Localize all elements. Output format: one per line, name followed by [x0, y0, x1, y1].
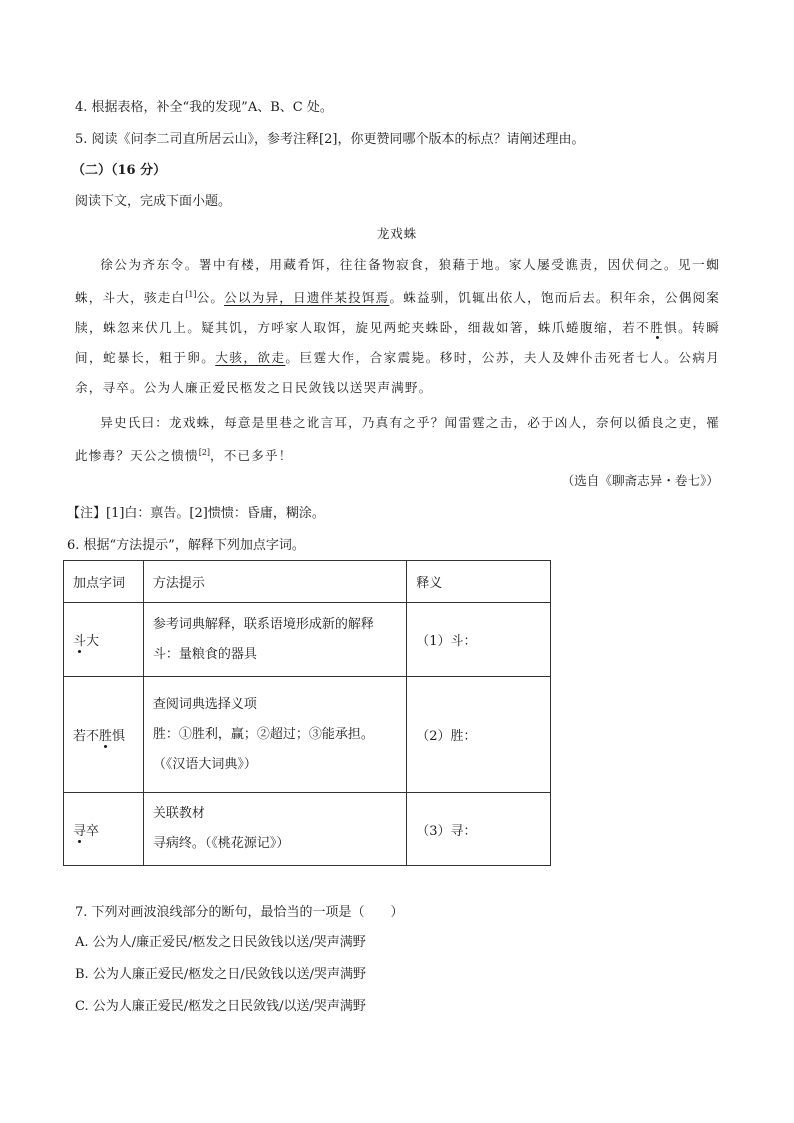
table-header-row	[64, 561, 551, 603]
option-a[interactable]: A. 公为人/廉正爱民/柩发之日民敛钱以送/哭声满野	[75, 935, 366, 950]
option-c[interactable]: C. 公为人廉正爱民/柩发之日民敛钱/以送/哭声满野	[75, 999, 366, 1014]
header-word: 加点字词	[64, 561, 144, 603]
footnote-marker: [1]	[185, 290, 197, 299]
section-heading: （二）（16 分）	[72, 163, 167, 178]
question-7: 7. 下列对画波浪线部分的断句，最恰当的一项是（ ）	[75, 905, 404, 920]
hint-cell: 参考词典解释，联系语境形成新的解释 斗：量粮食的器具	[143, 603, 406, 677]
footnote-marker: [2]	[198, 448, 211, 457]
word-cell: 斗大	[64, 603, 144, 677]
reading-instruction: 阅读下文，完成下面小题。	[75, 194, 232, 209]
header-hint: 方法提示	[143, 561, 406, 603]
method-table	[63, 560, 551, 866]
word-cell: 寻卒	[64, 793, 144, 866]
table-row	[64, 793, 551, 866]
passage-title: 龙戏蛛	[376, 226, 418, 241]
table-row	[64, 677, 551, 793]
hint-cell: 关联教材 寻病终。（《桃花源记》）	[143, 793, 406, 866]
underlined-sentence-2: 大骇，欲走	[215, 350, 286, 366]
underlined-sentence-1: 公以为异，日遗伴某投饵焉	[224, 290, 390, 306]
question-4: 4. 根据表格，补全“我的发现”A、B、C 处。	[75, 100, 333, 115]
answer-cell[interactable]: （2）胜：	[407, 677, 551, 793]
passage-paragraph-1: 徐公为齐东令。署中有楼，用藏肴饵，往往备物寂食，狼藉于地。家人屡受谯责，因伏伺之。见一蜘蛛，斗大，骇走白[1]公。公以为异，日遗伴某投饵焉。蛛益驯，饥辄出依人，饱而后去。积年余，公偶阅案牍，蛛忽来伏几上。疑其饥，方呼家人取饵，旋见两蛇夹蛛卧，细裁如箸，蛛爪蜷腹缩，若不胜惧。转瞬间，蛇暴长，粗于卵。大骇，欲走。巨霆大作，合家震毙。移时，公苏，夫人及婢仆击死者七人。公病月余，寻卒。公为人廉正爱民柩发之日民敛钱以送哭声满野。	[75, 257, 720, 396]
hint-cell: 查阅词典选择义项 胜：①胜利，赢；②超过；③能承担。 （《汉语大词典》）	[143, 677, 406, 793]
table-row	[64, 603, 551, 677]
dotted-char: 胜	[650, 320, 665, 336]
question-5: 5. 阅读《问李二司直所居云山》，参考注释[2]，你更赞同哪个版本的标点？请阐述理由。	[75, 132, 585, 147]
annotations: 【注】[1]白：禀告。[2]愦愦：昏庸，糊涂。	[67, 506, 325, 521]
answer-cell[interactable]: （3）寻：	[407, 793, 551, 866]
header-meaning: 释义	[407, 561, 551, 603]
word-cell: 若不胜惧	[64, 677, 144, 793]
answer-cell[interactable]: （1）斗：	[407, 603, 551, 677]
passage-paragraph-2: 异史氏曰：龙戏蛛，每意是里巷之讹言耳，乃真有之乎？闻雷霆之击，必于凶人，奈何以循良之吏，罹此惨毒？天公之愦愦[2]，不已多乎！	[75, 415, 720, 464]
question-6: 6. 根据“方法提示”，解释下列加点字词。	[67, 538, 305, 553]
option-b[interactable]: B. 公为人廉正爱民/柩发之日/民敛钱以送/哭声满野	[75, 967, 366, 982]
passage-source: （选自《聊斋志异・卷七》）	[561, 473, 719, 488]
